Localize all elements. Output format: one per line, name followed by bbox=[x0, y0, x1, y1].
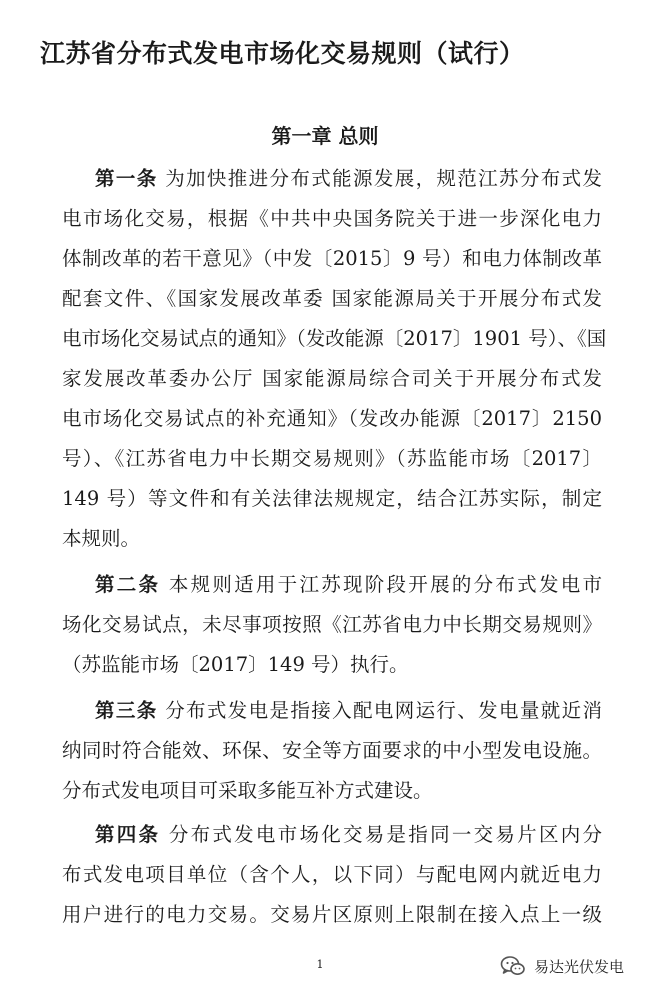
article-2-text: 本规则适用于江苏现阶段开展的分布式发电市 bbox=[168, 573, 602, 596]
article-text-line: 场化交易试点，未尽事项按照《江苏省电力中长期交易规则》 bbox=[62, 613, 602, 636]
wechat-watermark bbox=[500, 946, 624, 986]
article-text-line: 体制改革的若干意见》（中发〔2015〕9 号）和电力体制改革 bbox=[62, 247, 602, 270]
watermark-account-name: 易达光伏发电 bbox=[534, 957, 625, 976]
article-text-line: 电市场化交易试点的补充通知》（发改办能源〔2017〕2150 bbox=[62, 407, 602, 430]
article-1-text: 为加快推进分布式能源发展，规范江苏分布式发 bbox=[165, 167, 602, 190]
article-3-text: 分布式发电是指接入配电网运行、发电量就近消 bbox=[165, 699, 602, 722]
article-2-label: 第二条 bbox=[95, 573, 161, 596]
article-text-line: 布式发电项目单位（含个人，以下同）与配电网内就近电力 bbox=[62, 863, 602, 886]
article-4-label: 第四条 bbox=[95, 823, 161, 846]
article-3-label: 第三条 bbox=[95, 699, 158, 722]
article-text-line: 家发展改革委办公厅 国家能源局综合司关于开展分布式发 bbox=[62, 367, 602, 390]
article-text-line: 用户进行的电力交易。交易片区原则上限制在接入点上一级 bbox=[62, 903, 602, 926]
article-3-line-1 bbox=[95, 696, 602, 726]
article-2-line-1 bbox=[95, 570, 602, 600]
article-text-line: （苏监能市场〔2017〕149 号）执行。 bbox=[62, 653, 409, 676]
page-number: 1 bbox=[316, 958, 324, 971]
article-text-line: 分布式发电项目可采取多能互补方式建设。 bbox=[62, 779, 433, 802]
article-4-text: 分布式发电市场化交易是指同一交易片区内分 bbox=[168, 823, 602, 846]
article-1-line-1 bbox=[95, 164, 602, 194]
article-text-line: 本规则。 bbox=[62, 527, 141, 550]
article-1-label: 第一条 bbox=[95, 167, 158, 190]
article-text-line: 号）、《江苏省电力中长期交易规则》（苏监能市场〔2017〕 bbox=[62, 447, 602, 470]
article-text-line: 电市场化交易，根据《中共中央国务院关于进一步深化电力 bbox=[62, 207, 602, 230]
article-text-line: 配套文件、《国家发展改革委 国家能源局关于开展分布式发 bbox=[62, 287, 602, 310]
article-text-line: 电市场化交易试点的通知》（发改能源〔2017〕1901 号）、《国 bbox=[62, 327, 607, 350]
article-text-line: 纳同时符合能效、环保、安全等方面要求的中小型发电设施。 bbox=[62, 739, 602, 762]
chapter-heading: 第一章 总则 bbox=[271, 124, 379, 148]
wechat-icon bbox=[500, 953, 526, 979]
article-4-line-1 bbox=[95, 820, 602, 850]
document-title: 江苏省分布式发电市场化交易规则（试行） bbox=[40, 39, 525, 68]
article-text-line: 149 号）等文件和有关法律法规规定，结合江苏实际，制定 bbox=[62, 487, 602, 510]
